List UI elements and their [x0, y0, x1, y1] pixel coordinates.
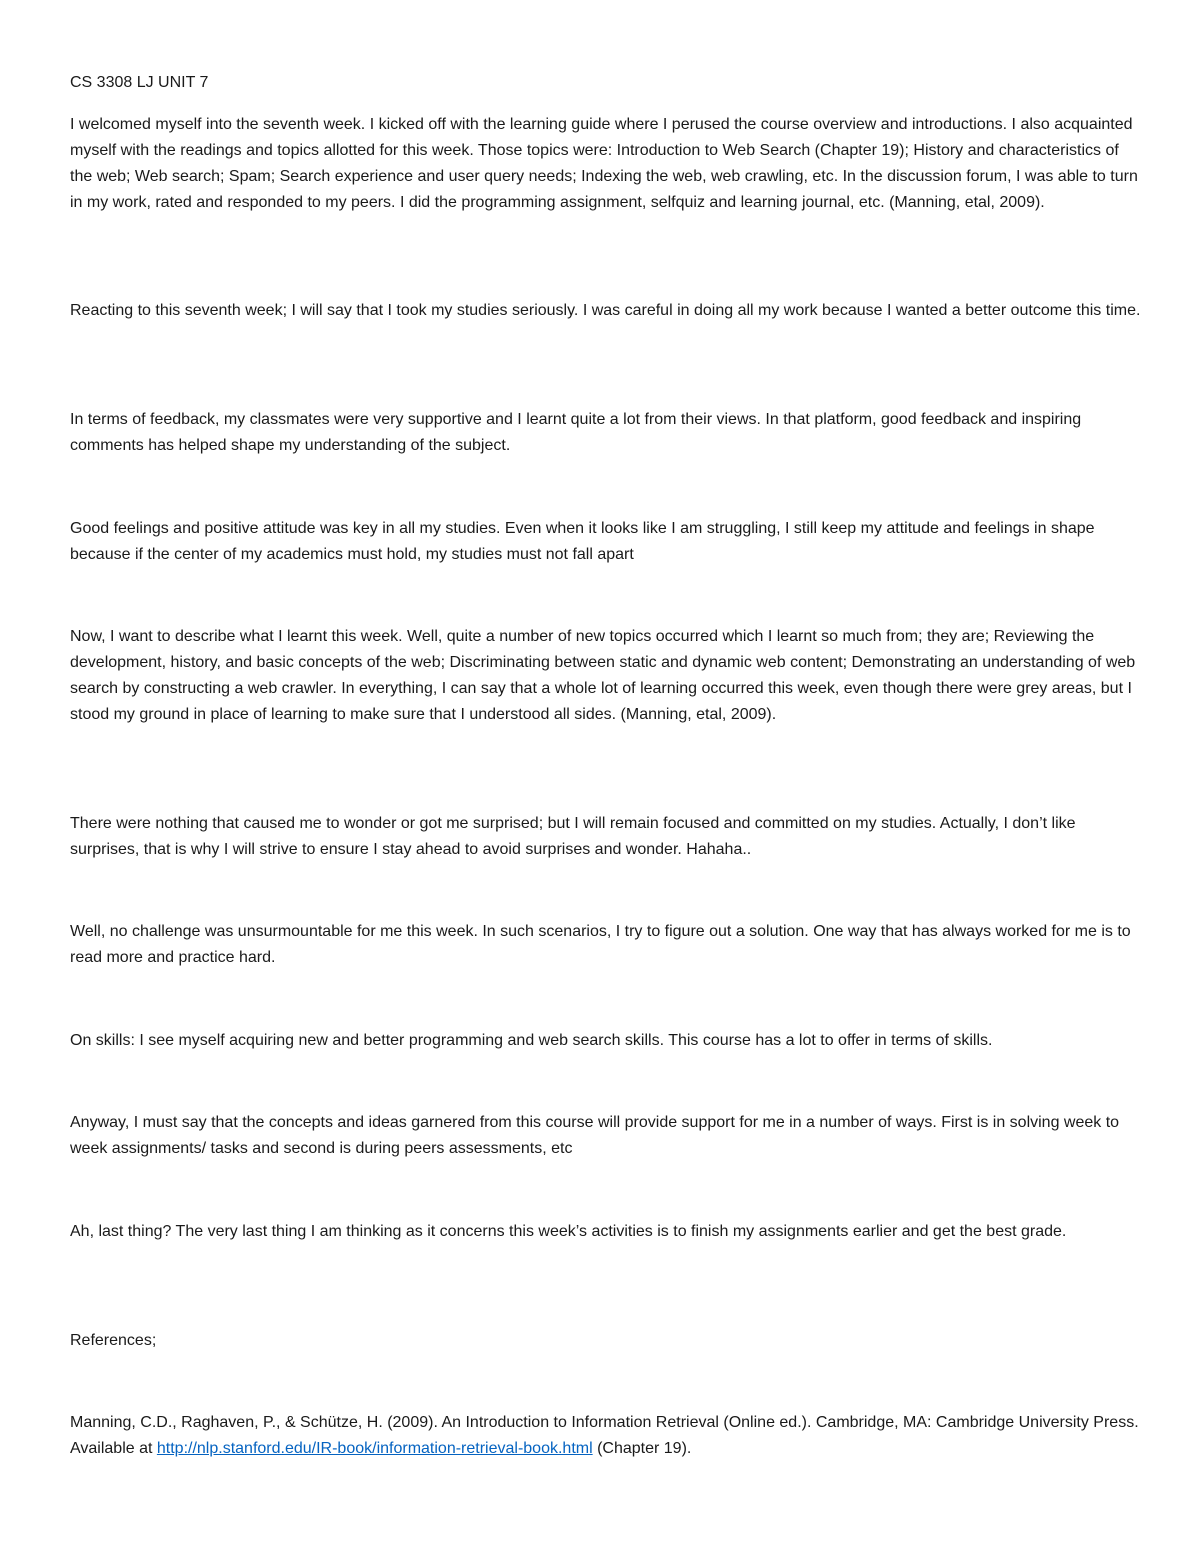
paragraph-skills: On skills: I see myself acquiring new and better programming and web search skills. This course has a lot to offer in terms of skills. — [70, 1032, 993, 1049]
paragraph-learning: Now, I want to describe what I learnt this week. Well, quite a number of new topics occurred which I learnt so much from; they are; Reviewing the development, history, and basic concepts of the web; Discriminating between static and dynamic web content; Demonstrating an understanding of web search by constructing a web crawler. In everything, I can say that a whole lot of learning occurred this week, even though there were grey areas, but I stood my ground in place of learning to make sure that I understood all sides. (Manning, etal, 2009). — [70, 628, 1136, 723]
reference-link[interactable]: http://nlp.stanford.edu/IR-book/information-retrieval-book.html — [156, 1440, 593, 1457]
references-heading: References; — [70, 1332, 157, 1349]
paragraph-concepts: Anyway, I must say that the concepts and ideas garnered from this course will provide support for me in a number of ways. First is in solving week to week assignments/ tasks and second is during peers assessments, etc — [70, 1114, 1120, 1157]
reference-text: Manning, C.D., Raghaven, P., & Schütze, H. (2009). An Introduction to Information Retrieval (Online ed.). Cambridge, MA: Cambridge University Press. Available at — [70, 1414, 1139, 1457]
paragraph-feelings: Good feelings and positive attitude was key in all my studies. Even when it looks like I am struggling, I still keep my attitude and feelings in shape because if the center of my academics must hold, my studies must not fall apart — [70, 520, 1095, 563]
paragraph-challenge: Well, no challenge was unsurmountable for me this week. In such scenarios, I try to figure out a solution. One way that has always worked for me is to read more and practice hard. — [70, 923, 1131, 966]
reference-chapter: (Chapter 19). — [592, 1440, 692, 1457]
paragraph-reaction: Reacting to this seventh week; I will say that I took my studies seriously. I was careful in doing all my work because I wanted a better outcome this time. — [70, 302, 1141, 319]
paragraph-feedback: In terms of feedback, my classmates were very supportive and I learnt quite a lot from their views. In that platform, good feedback and inspiring comments has helped shape my understanding of the subject. — [70, 411, 1082, 454]
paragraph-overview: I welcomed myself into the seventh week. I kicked off with the learning guide where I perused the course overview and introductions. I also acquainted myself with the readings and topics allotted for this week. Those topics were: Introduction to Web Search (Chapter 19); History and characteristics of the web; Web search; Spam; Search experience and user query needs; Indexing the web, web crawling, etc. In the discussion forum, I was able to turn in my work, rated and responded to my peers. I did the programming assignment, selfquiz and learning journal, etc. (Manning, etal, 2009). — [70, 116, 1138, 211]
document-title: CS 3308 LJ UNIT 7 — [70, 74, 209, 91]
paragraph-surprise: There were nothing that caused me to wonder or got me surprised; but I will remain focused and committed on my studies. Actually, I don’t like surprises, that is why I will strive to ensure I stay ahead to avoid surprises and wonder. Hahaha.. — [70, 815, 1076, 858]
reference-entry — [70, 1410, 1142, 1462]
paragraph-last-thing: Ah, last thing? The very last thing I am thinking as it concerns this week’s activities is to finish my assignments earlier and get the best grade. — [70, 1223, 1067, 1240]
